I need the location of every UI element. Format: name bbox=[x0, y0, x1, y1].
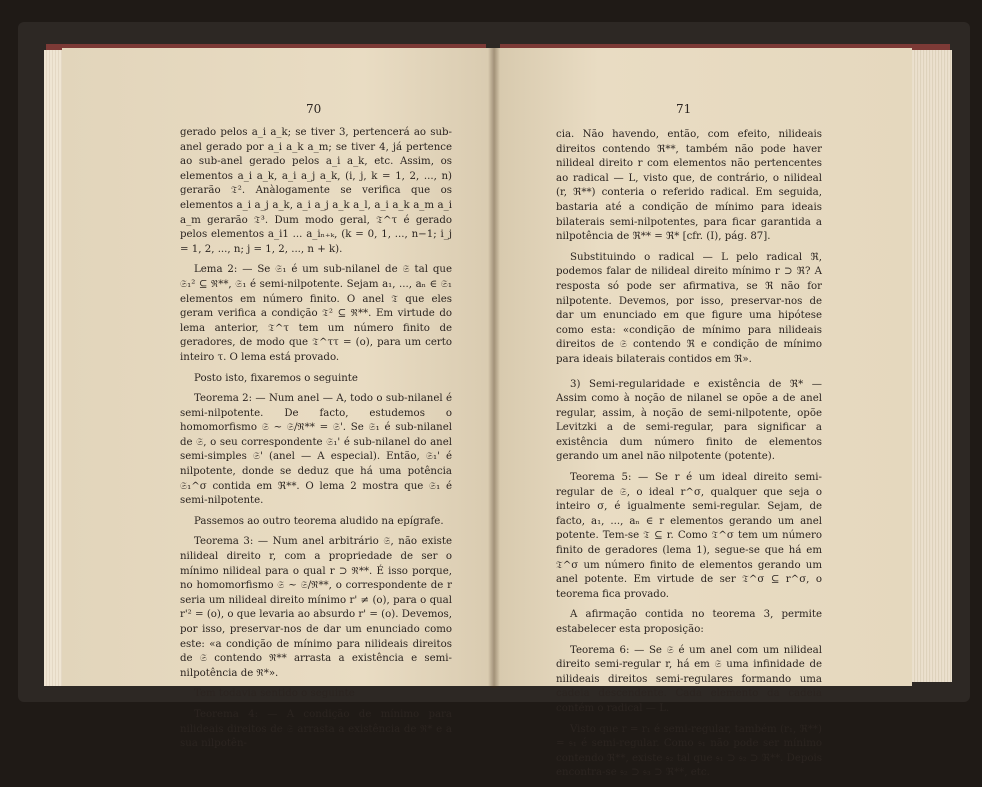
text-column bbox=[556, 128, 822, 787]
paragraph: cia. Não havendo, então, com efeito, nilideais direitos contendo ℜ**, também não pode haver nilideal direito r com elementos não pertencentes ao radical — L, visto que, de contrário, o nilideal (r, ℜ**) conteria o referido radical. Em seguida, bastaria até a condição de mínimo para ideais bilaterais semi-nilpotentes, para ficar garantida a nilpotência de ℜ** = ℜ* [cfr. (I), pág. 87]. bbox=[556, 129, 822, 243]
paragraph: A afirmação contida no teorema 3, permite estabelecer esta proposição: bbox=[556, 609, 822, 635]
right-page bbox=[494, 48, 912, 779]
page-number: 70 bbox=[306, 102, 322, 116]
theorem-4: Teorema 4: — A condição de mínimo para nilideais direitos de 𝔖 arrasta a existência de ℜ* e a sua nilpotên- bbox=[180, 708, 452, 750]
theorem-6: Teorema 6: — Se 𝔖 é um anel com um nilideal direito semi-regular r, há em 𝔖 uma infinidade de nilideais direitos semi-regulares formando uma cadeia descendente. Cada elemento da cadeia contém o radical — L. bbox=[556, 644, 822, 714]
lemma-2: Lema 2: — Se 𝔖₁ é um sub-nilanel de 𝔖 tal que 𝔖₁² ⊆ ℜ**, 𝔖₁ é semi-nilpotente. Sejam a₁, ..., aₙ ∈ 𝔖₁ elementos em número finito. O anel 𝔗 que eles geram verifica a condição 𝔗² ⊆ ℜ**. Em virtude do lema anterior, 𝔗^τ tem um número finito de geradores, de modo que 𝔗^ττ = (o), para um certo inteiro τ. O lema está provado. bbox=[180, 264, 452, 363]
page-stack-right bbox=[908, 50, 952, 682]
book-gutter bbox=[488, 48, 500, 688]
paragraph: Tem todavia sentido o seguinte bbox=[194, 688, 355, 700]
theorem-3: Teorema 3: — Num anel arbitrário 𝔖, não existe nilideal direito r, com a propriedade de ser o mínimo nilideal para o qual r ⊃ ℜ**. É isso porque, no homomorfismo 𝔖 ~ 𝔖/ℜ**, o correspondente de r seria um nilideal direito mínimo r' ≠ (o), para o qual r'² = (o), o que levaria ao absurdo r' = (o). Devemos, por isso, preservar-nos de dar um enunciado como este: «a condição de mínimo para nilideais direitos de 𝔖 contendo ℜ** arrasta a existência e semi-nilpotência de ℜ*». bbox=[180, 536, 452, 679]
paragraph: Passemos ao outro teorema aludido na epígrafe. bbox=[194, 515, 444, 527]
section-heading-paragraph: 3) Semi-regularidade e existência de ℜ* — Assim como à noção de nilanel se opõe a de anel regular, assim, à noção de semi-nilpotente, opõe Levitzki a de semi-regular, para significar a existência dum número finito de elementos gerando um anel não nilpotente (potente). bbox=[556, 378, 822, 463]
theorem-5: Teorema 5: — Se r é um ideal direito semi-regular de 𝔖, o ideal r^σ, qualquer que seja o inteiro σ, é igualmente semi-regular. Sejam, de facto, a₁, ..., aₙ ∈ r elementos gerando um anel potente. Tem-se 𝔗 ⊆ r. Como 𝔗^σ tem um número finito de geradores (lema 1), segue-se que há em 𝔗^σ um número finito de elementos gerando um anel potente. Em virtude de ser 𝔗^σ ⊆ r^σ, o teorema fica provado. bbox=[556, 472, 822, 600]
theorem-2: Teorema 2: — Num anel — A, todo o sub-nilanel é semi-nilpotente. De facto, estudemos o homomorfismo 𝔖 ~ 𝔖/ℜ** = 𝔖'. Se 𝔖₁ é sub-nilanel de 𝔖, o seu correspondente 𝔖₁' é sub-nilanel do anel semi-simples 𝔖' (anel — A especial). Então, 𝔖₁' é nilpotente, donde se deduz que há uma potência 𝔖₁^σ contida em ℜ**. O lema 2 mostra que 𝔖₁ é semi-nilpotente. bbox=[180, 393, 452, 507]
paragraph: Posto isto, fixaremos o seguinte bbox=[194, 372, 358, 384]
text-column bbox=[180, 126, 452, 758]
left-page bbox=[62, 48, 494, 750]
paragraph: Visto que r = r₁ é semi-regular, também (r₁, ℜ**) = 𝔰₁ é semi-regular. Como 𝔰₁ não pode ser mínimo contendo ℜ**, existe 𝔰₂ tal que 𝔰₁ ⊃ 𝔰₂ ⊃ ℜ**. Depois encontra-se 𝔰₂ ⊃ 𝔰₃ ⊃ ℜ**, etc. bbox=[556, 723, 822, 779]
page-number: 71 bbox=[676, 102, 692, 116]
paragraph: Substituindo o radical — L pelo radical ℜ, podemos falar de nilideal direito mínimo r ⊃ ℜ? A resposta só pode ser afirmativa, se ℜ não for nilpotente. Devemos, por isso, preservar-nos de dar um enunciado em que figure uma hipótese como esta: «condição de mínimo para nilideais direitos de 𝔖 contendo ℜ e condição de mínimo para ideais bilaterais contidos em ℜ». bbox=[556, 251, 822, 365]
paragraph: gerado pelos a_i a_k; se tiver 3, pertencerá ao sub-anel gerado por a_i a_k a_m; se tiver 4, já pertence ao sub-anel gerado pelos a_i a_k, etc. Assim, os elementos a_i a_k, a_i a_j a_k, (i, j, k = 1, 2, ..., n) gerarão 𝔗². Anàlogamente se verifica que os elementos a_i a_j a_k, a_i a_j a_k a_l, a_i a_k a_m a_i a_m gerarão 𝔗³. Dum modo geral, 𝔗^τ é gerado pelos elementos a_i1 ... a_iₙ₊ₖ, (k = 0, 1, ..., n−1; i_j = 1, 2, ..., n; j = 1, 2, ..., n + k). bbox=[180, 127, 452, 255]
